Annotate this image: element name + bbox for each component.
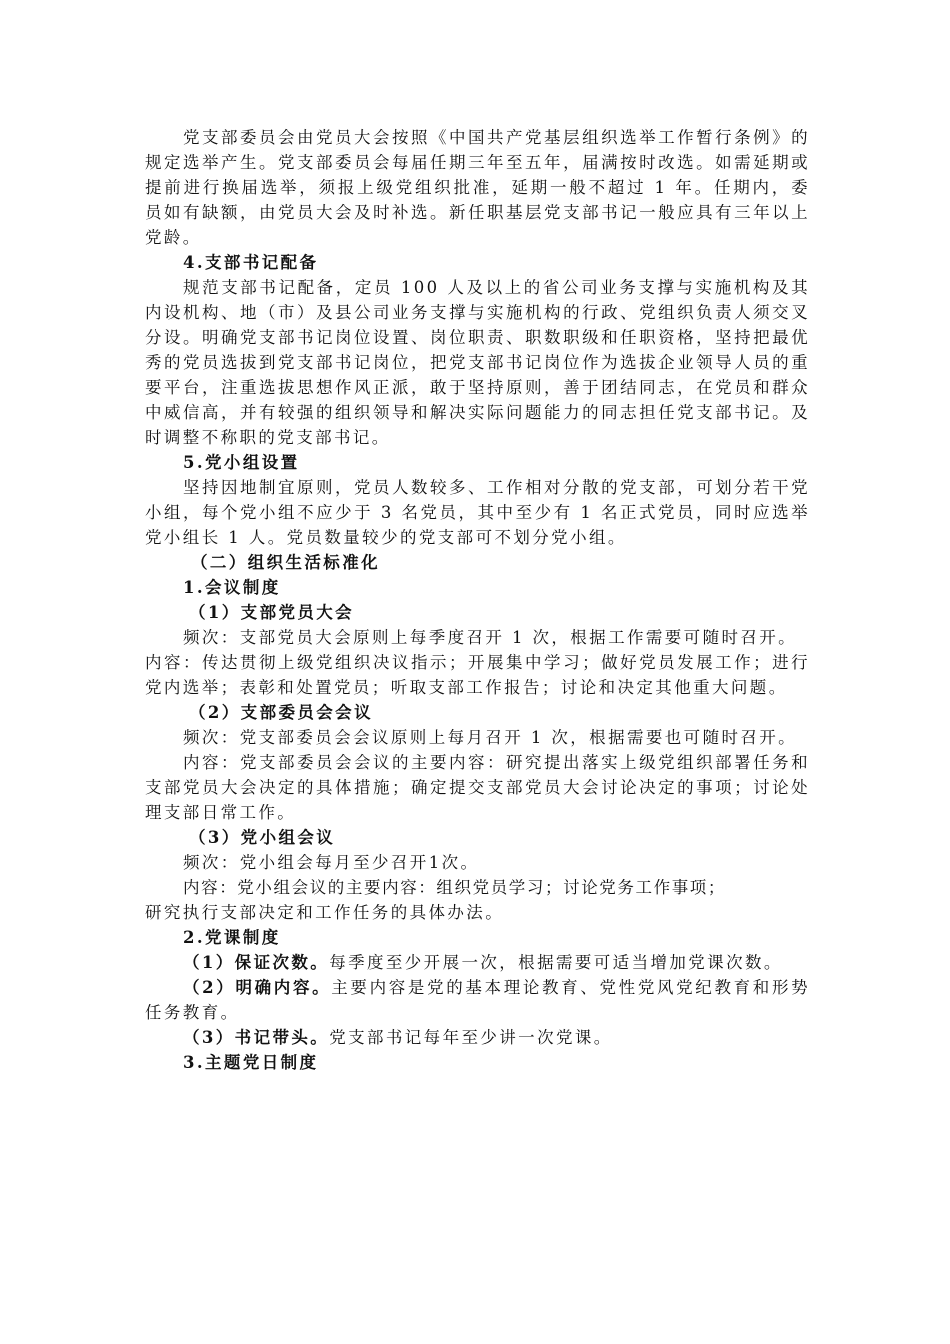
heading-party-group: 5.党小组设置	[183, 453, 300, 472]
paragraph-assembly-frequency: 频次：支部党员大会原则上每季度召开 1 次，根据工作需要可随时召开。	[183, 628, 798, 647]
paragraph-assembly-content: 内容：传达贯彻上级党组织决议指示；开展集中学习；做好党员发展工作；进行党内选举；表彰和处置党员；听取支部工作报告；讨论和决定其他重大问题。	[145, 653, 810, 697]
heading-meeting-system: 1.会议制度	[183, 578, 281, 597]
paragraph-secretary: 规范支部书记配备，定员 100 人及以上的省公司业务支撑与实施机构及其内设机构、地（市）及县公司业务支撑与实施机构的行政、党组织负责人须交叉分设。明确党支部书记岗位设置、岗位职责、职数职级和任职资格，坚持把最优秀的党员选拔到党支部书记岗位，把党支部书记岗位作为选拔企业领导人员的重要平台，注重选拔思想作风正派，敢于坚持原则，善于团结同志，在党员和群众中威信高，并有较强的组织领导和解决实际问题能力的同志担任党支部书记。及时调整不称职的党支部书记。	[145, 278, 810, 447]
paragraph-group-content-line1: 内容：党小组会议的主要内容：组织党员学习；讨论党务工作事项；	[183, 878, 726, 897]
course-frequency-text: 每季度至少开展一次，根据需要可适当增加党课次数。	[329, 953, 783, 972]
heading-group-meeting: （3）党小组会议	[189, 828, 336, 847]
course-content-label: （2）明确内容。	[183, 978, 332, 997]
course-secretary-label: （3）书记带头。	[183, 1028, 330, 1047]
paragraph-committee-frequency: 频次：党支部委员会会议原则上每月召开 1 次，根据需要也可随时召开。	[183, 728, 798, 747]
course-frequency-label: （1）保证次数。	[183, 953, 330, 972]
heading-theme-day: 3.主题党日制度	[183, 1053, 319, 1072]
paragraph-election: 党支部委员会由党员大会按照《中国共产党基层组织选举工作暂行条例》的规定选举产生。党支部委员会每届任期三年至五年，届满按时改选。如需延期或提前进行换届选举，须报上级党组织批准，延期一般不超过 1 年。任期内，委员如有缺额，由党员大会及时补选。新任职基层党支部书记一般应具有三年以上党龄。	[145, 128, 810, 247]
heading-committee-meeting: （2）支部委员会会议	[189, 703, 373, 722]
paragraph-committee-content: 内容：党支部委员会会议的主要内容：研究提出落实上级党组织部署任务和支部党员大会决定的具体措施；确定提交支部党员大会讨论决定的事项；讨论处理支部日常工作。	[145, 753, 810, 822]
section-heading-organization-life: （二）组织生活标准化	[191, 553, 380, 572]
document-body	[145, 125, 810, 1075]
heading-party-course: 2.党课制度	[183, 928, 281, 947]
paragraph-party-group: 坚持因地制宜原则，党员人数较多、工作相对分散的党支部，可划分若干党小组，每个党小组不应少于 3 名党员，其中至少有 1 名正式党员，同时应选举党小组长 1 人。党员数量较少的党支部可不划分党小组。	[145, 478, 810, 547]
course-content-text: 主要内容是党的基本理论教育、党性党风党纪教育和形势任务教育。	[145, 978, 810, 1022]
paragraph-course-content	[145, 975, 810, 1025]
paragraph-group-content-line2: 研究执行支部决定和工作任务的具体办法。	[145, 903, 505, 922]
heading-member-assembly: （1）支部党员大会	[189, 603, 355, 622]
heading-secretary: 4.支部书记配备	[183, 253, 319, 272]
paragraph-course-secretary	[145, 1025, 810, 1050]
course-secretary-text: 党支部书记每年至少讲一次党课。	[329, 1028, 613, 1047]
paragraph-course-frequency	[145, 950, 810, 975]
paragraph-group-frequency: 频次：党小组会每月至少召开1次。	[183, 853, 480, 872]
